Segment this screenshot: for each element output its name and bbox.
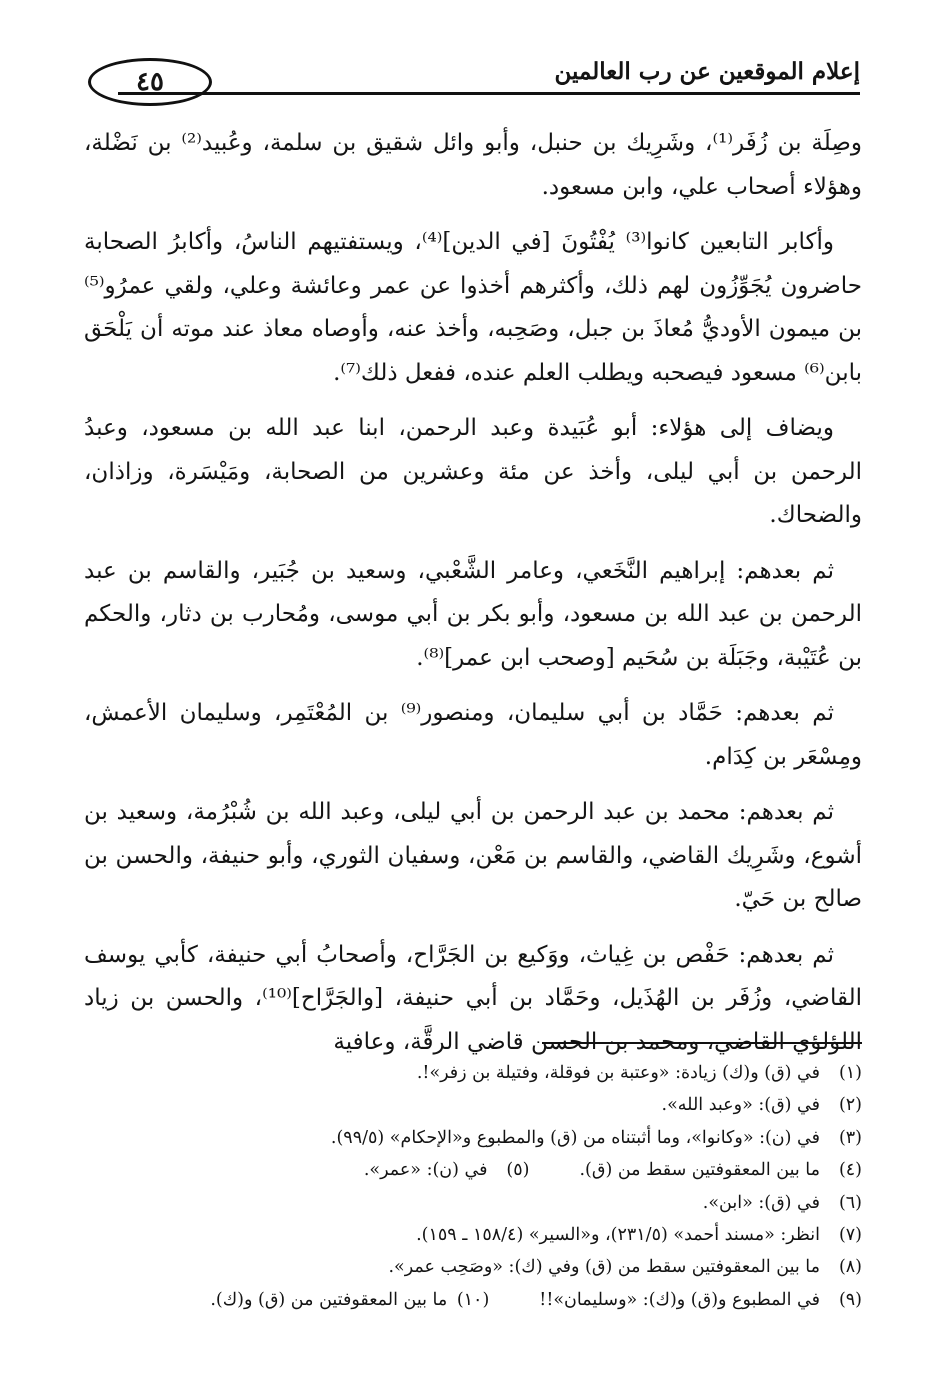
footnote-text: في (ن): «عمر». bbox=[363, 1160, 488, 1181]
header-rule bbox=[118, 92, 860, 95]
paragraph: ثم بعدهم: محمد بن عبد الرحمن بن أبي ليلى، وعبد الله بن شُبْرُمة، وسعيد بن أشوع، وشَرِيك القاضي، والقاسم بن مَعْن، وسفيان الثوري، وأبو حنيفة، والحسن بن صالح بن حَيّ. bbox=[84, 799, 862, 912]
footnote-number: (١) bbox=[838, 1063, 862, 1083]
paragraph: ويضاف إلى هؤلاء: أبو عُبَيدة وعبد الرحمن، ابنا عبد الله بن مسعود، وعبدُ الرحمن بن أبي ليلى، وأخذ عن مئة وعشرين من الصحابة، ومَيْسَرة، وزاذان، والضحاك. bbox=[84, 415, 862, 528]
footnote-text: انظر: «مسند أحمد» (٢٣١/٥)، و«السير» (١٥٨/٤ ـ ١٥٩). bbox=[416, 1225, 820, 1246]
footnote-number: (٥) bbox=[506, 1160, 530, 1181]
footnote-text: في (ق): «وعبد الله». bbox=[661, 1095, 820, 1116]
footnote-text: ما بين المعقوفتين سقط من (ق). bbox=[579, 1160, 820, 1181]
footnote bbox=[84, 1284, 862, 1316]
footnote-text: ما بين المعقوفتين من (ق) و(ك). bbox=[210, 1289, 448, 1310]
main-text bbox=[84, 122, 862, 1076]
footnote-number: (١٠) bbox=[456, 1289, 490, 1310]
footnote-text: في (ق) و(ك) زيادة: «وعتبة بن فوقلة، وفتيلة بن زفر»!. bbox=[416, 1063, 820, 1083]
footnote bbox=[84, 1089, 862, 1121]
page-number: ٤٥ bbox=[88, 58, 212, 106]
paragraph: وأكابر التابعين كانوا⁽³⁾ يُفْتُونَ [في الدين]⁽⁴⁾، ويستفتيهم الناسُ، وأكابرُ الصحابة حاضرون يُجَوِّزُون لهم ذلك، وأكثرهم أخذوا عن عمر وعائشة وعلي، ولقي عمرُو⁽⁵⁾ بن ميمون الأوديُّ مُعاذَ بن جبل، وصَحِبه، وأخذ عنه، وأوصاه معاذ عند موته أن يَلْحَق بابن⁽⁶⁾ مسعود فيصحبه ويطلب العلم عنده، ففعل ذلك⁽⁷⁾. bbox=[84, 229, 862, 386]
paragraph: ثم بعدهم: إبراهيم النَّخَعي، وعامر الشَّعْبي، وسعيد بن جُبَير، والقاسم بن عبد الرحمن بن عبد الله بن مسعود، وأبو بكر بن أبي موسى، ومُحارب بن دثار، والحكم بن عُتَيْبة، وجَبَلَة بن سُحَيم [وصحب ابن عمر]⁽⁸⁾. bbox=[84, 557, 862, 671]
footnote-number: (٨) bbox=[838, 1257, 862, 1278]
running-header bbox=[88, 52, 860, 102]
footnote-text: في المطبوع و(ق) و(ك): «وسليمان»!! bbox=[539, 1289, 820, 1310]
footnote-number: (٢) bbox=[838, 1095, 862, 1116]
footnote bbox=[84, 1219, 862, 1251]
footnote bbox=[84, 1187, 862, 1219]
footnote bbox=[84, 1057, 862, 1089]
paragraph: وصِلَة بن زُفَر⁽¹⁾، وشَرِيك بن حنبل، وأبو وائل شقيق بن سلمة، وعُبيد⁽²⁾ بن نَضْلة، وهؤلاء أصحاب علي، وابن مسعود. bbox=[84, 130, 863, 200]
footnote-text: ما بين المعقوفتين سقط من (ق) وفي (ك): «وصَحِب عمر». bbox=[388, 1257, 820, 1278]
paragraph: ثم بعدهم: حَفْص بن غِياث، ووَكيع بن الجَرَّاح، وأصحابُ أبي حنيفة، كأبي يوسف القاضي، وزُفَر بن الهُذَيل، وحَمَّاد بن أبي حنيفة، [والجَرَّاح]⁽¹⁰⁾، والحسن بن زياد اللؤلؤي القاضي، ومحمد بن الحسن قاضي الرقَّة، وعافية bbox=[84, 941, 862, 1055]
footnote-number: (٦) bbox=[838, 1192, 862, 1213]
footnote bbox=[84, 1122, 862, 1154]
paragraph: ثم بعدهم: حَمَّاد بن أبي سليمان، ومنصور⁽⁹⁾ بن المُعْتَمِر، وسليمان الأعمش، ومِسْعَر بن كِدَام. bbox=[84, 700, 862, 770]
footnote-number: (٣) bbox=[838, 1127, 862, 1148]
footnote-text: في (ق): «ابن». bbox=[702, 1192, 820, 1213]
footnotes bbox=[84, 1057, 862, 1316]
footnote-number: (٧) bbox=[838, 1225, 862, 1246]
footnote-number: (٩) bbox=[838, 1289, 862, 1310]
footnote bbox=[84, 1154, 862, 1186]
footnote bbox=[84, 1251, 862, 1283]
footnote-number: (٤) bbox=[838, 1160, 862, 1181]
footnote-separator bbox=[542, 1042, 862, 1044]
book-title: إعلام الموقعين عن رب العالمين bbox=[554, 58, 860, 85]
footnote-text: في (ن): «وكانوا»، وما أثبتناه من (ق) والمطبوع و«الإحكام» (٩٩/٥). bbox=[330, 1127, 820, 1148]
